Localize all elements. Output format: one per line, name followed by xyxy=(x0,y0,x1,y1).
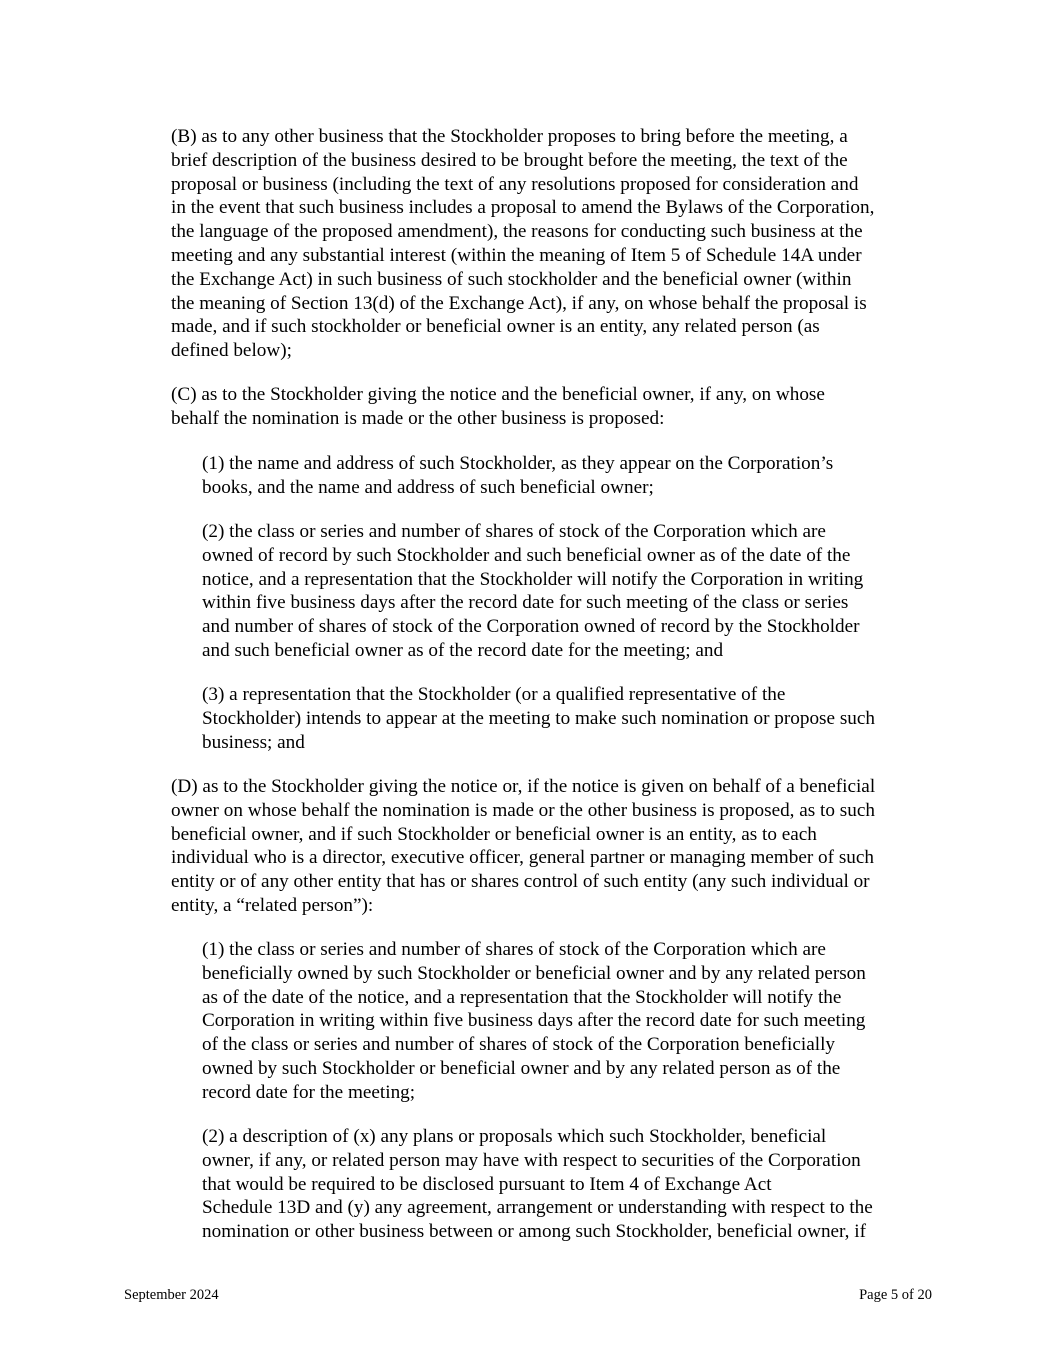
paragraph-c-3: (3) a representation that the Stockholder (or a qualified representative of the Stockholder) intends to appear at the meeting to make such nomination or propose such business; and xyxy=(202,684,875,753)
paragraph-c: (C) as to the Stockholder giving the notice and the beneficial owner, if any, on whose behalf the nomination is made or the other business is proposed: xyxy=(171,384,825,429)
paragraph-c-1: (1) the name and address of such Stockholder, as they appear on the Corporation’s books, and the name and address of such beneficial owner; xyxy=(202,453,834,498)
paragraph-b: (B) as to any other business that the Stockholder proposes to bring before the meeting, a brief description of the business desired to be brought before the meeting, the text of the proposal or business (including the text of any resolutions proposed for consideration and in the event that such business includes a proposal to amend the Bylaws of the Corporation, the language of the proposed amendment), the reasons for conducting such business at the meeting and any substantial interest (within the meaning of Item 5 of Schedule 14A under the Exchange Act) in such business of such stockholder and the beneficial owner (within the meaning of Section 13(d) of the Exchange Act), if any, on whose behalf the proposal is made, and if such stockholder or beneficial owner is an entity, any related person (as defined below); xyxy=(171,126,875,362)
footer-page-number: Page 5 of 20 xyxy=(859,1287,932,1303)
footer-date: September 2024 xyxy=(124,1287,219,1303)
paragraph-d: (D) as to the Stockholder giving the notice or, if the notice is given on behalf of a beneficial owner on whose behalf the nomination is made or the other business is proposed, as to such beneficial owner, and if such Stockholder or beneficial owner is an entity, as to each individual who is a director, executive officer, general partner or managing member of such entity or of any other entity that has or shares control of such entity (any such individual or entity, a “related person”): xyxy=(171,776,876,916)
paragraph-d-2: (2) a description of (x) any plans or proposals which such Stockholder, beneficial owner, if any, or related person may have with respect to securities of the Corporation that would be required to be disclosed pursuant to Item 4 of Exchange Act Schedule 13D and (y) any agreement, arrangement or understanding with respect to the nomination or other business between or among such Stockholder, beneficial owner, if xyxy=(202,1126,873,1243)
paragraph-c-2: (2) the class or series and number of shares of stock of the Corporation which are owned of record by such Stockholder and such beneficial owner as of the date of the notice, and a representation that the Stockholder will notify the Corporation in writing within five business days after the record date for such meeting of the class or series and number of shares of stock of the Corporation owned of record by the Stockholder and such beneficial owner as of the record date for the meeting; and xyxy=(202,521,864,661)
paragraph-d-1: (1) the class or series and number of shares of stock of the Corporation which are beneficially owned by such Stockholder or beneficial owner and by any related person as of the date of the notice, and a representation that the Stockholder will notify the Corporation in writing within five business days after the record date for such meeting of the class or series and number of shares of stock of the Corporation beneficially owned by such Stockholder or beneficial owner and by any related person as of the record date for the meeting; xyxy=(202,939,866,1103)
